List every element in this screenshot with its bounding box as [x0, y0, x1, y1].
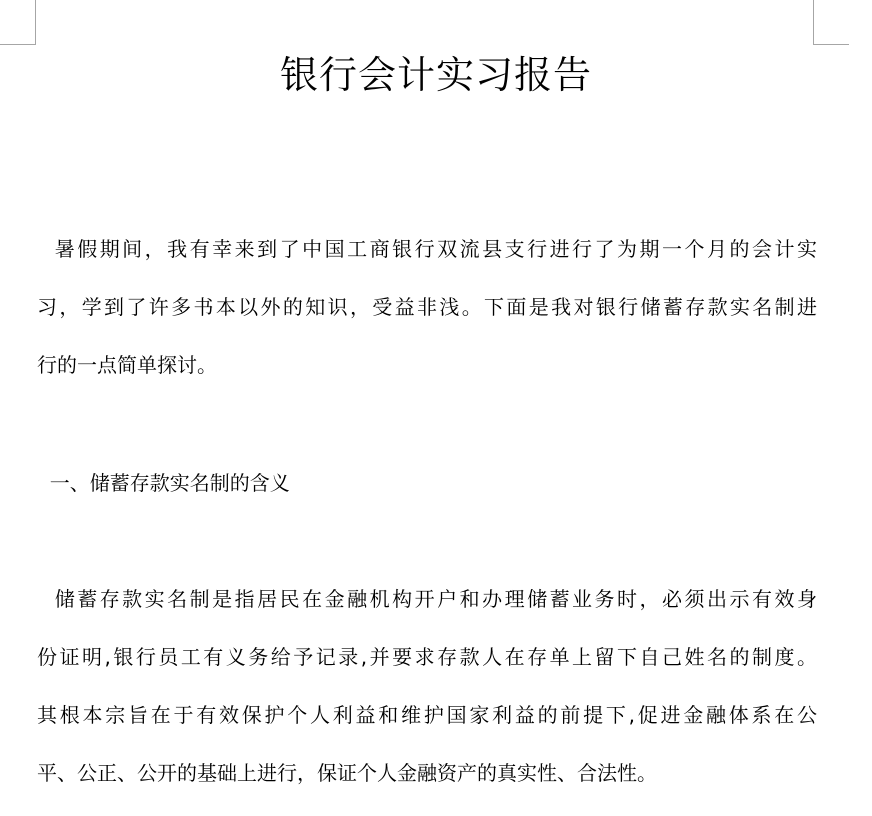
paragraph-intro	[37, 234, 817, 408]
text-line: 行的一点简单探讨。	[37, 353, 217, 377]
paragraph-definition	[37, 584, 817, 816]
text-line: 习，学到了许多书本以外的知识，受益非浅。下面是我对银行储蓄存款实名制进	[37, 295, 817, 319]
text-line: 暑假期间，我有幸来到了中国工商银行双流县支行进行了为期一个月的会计实	[37, 237, 817, 261]
text-line: 份证明,银行员工有义务给予记录,并要求存款人在存单上留下自己姓名的制度。	[37, 645, 817, 669]
section-heading-1	[37, 468, 817, 526]
crop-mark-top-right	[813, 0, 849, 45]
heading-text: 一、储蓄存款实名制的含义	[37, 471, 290, 495]
document-title: 银行会计实习报告	[279, 53, 592, 97]
text-line: 其根本宗旨在于有效保护个人利益和维护国家利益的前提下,促进金融体系在公	[37, 703, 817, 727]
text-line: 储蓄存款实名制是指居民在金融机构开户和办理储蓄业务时，必须出示有效身	[37, 587, 817, 611]
crop-mark-top-left	[0, 0, 36, 45]
text-line: 平、公正、公开的基础上进行，保证个人金融资产的真实性、合法性。	[37, 761, 657, 785]
